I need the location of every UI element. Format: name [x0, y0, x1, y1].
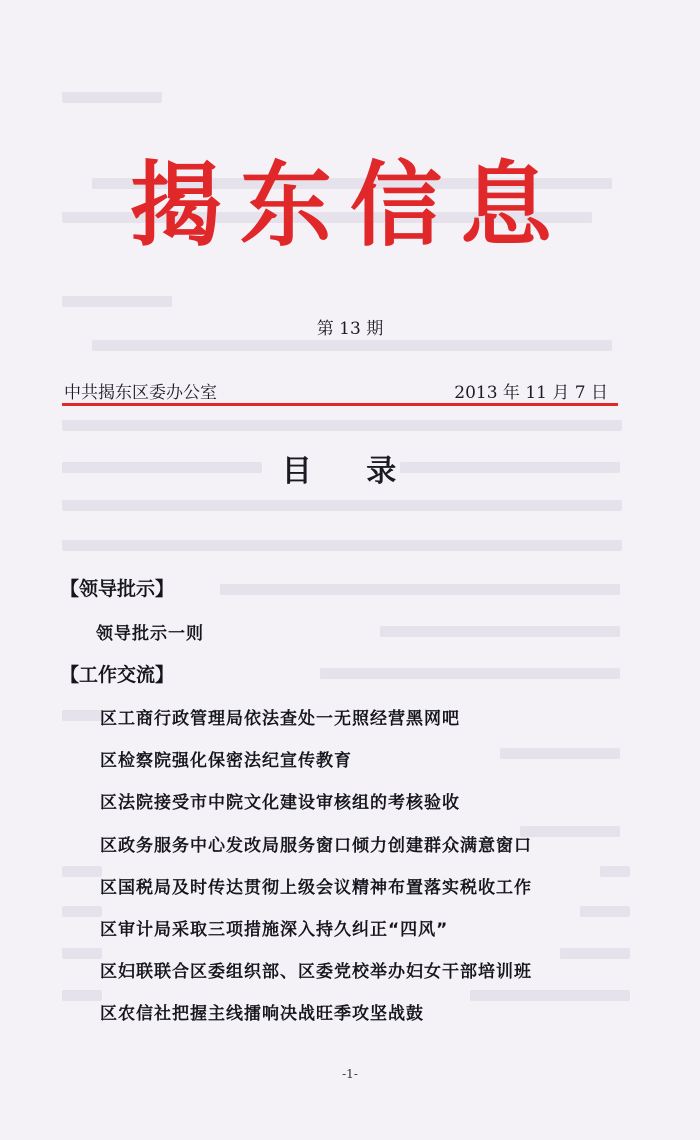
page-number: -1- [342, 1067, 358, 1081]
toc-item: 区政务服务中心发改局服务窗口倾力创建群众满意窗口 [100, 836, 532, 856]
red-divider [62, 403, 618, 406]
toc-item: 区农信社把握主线擂响决战旺季攻坚战鼓 [100, 1004, 424, 1024]
publisher-row [64, 378, 612, 402]
toc-item: 区审计局采取三项措施深入持久纠正“四风” [100, 920, 449, 940]
issue-number: 第 13 期 [316, 319, 384, 339]
toc-item: 区妇联联合区委组织部、区委党校举办妇女干部培训班 [100, 962, 532, 982]
toc-section-heading: 【领导批示】 [60, 578, 175, 600]
toc-title: 目 录 [281, 454, 419, 489]
publisher-name: 中共揭东区委办公室 [64, 383, 217, 403]
toc-item: 区国税局及时传达贯彻上级会议精神布置落实税收工作 [100, 878, 532, 898]
toc-item: 区检察院强化保密法纪宣传教育 [100, 751, 352, 771]
masthead-title: 揭东信息 [129, 151, 570, 259]
toc-item: 区法院接受市中院文化建设审核组的考核验收 [100, 793, 460, 813]
toc-item: 区工商行政管理局依法查处一无照经营黑网吧 [100, 709, 460, 729]
toc-item: 领导批示一则 [96, 624, 204, 644]
publish-date: 2013 年 11 月 7 日 [454, 383, 608, 403]
toc-section-heading: 【工作交流】 [60, 664, 175, 686]
